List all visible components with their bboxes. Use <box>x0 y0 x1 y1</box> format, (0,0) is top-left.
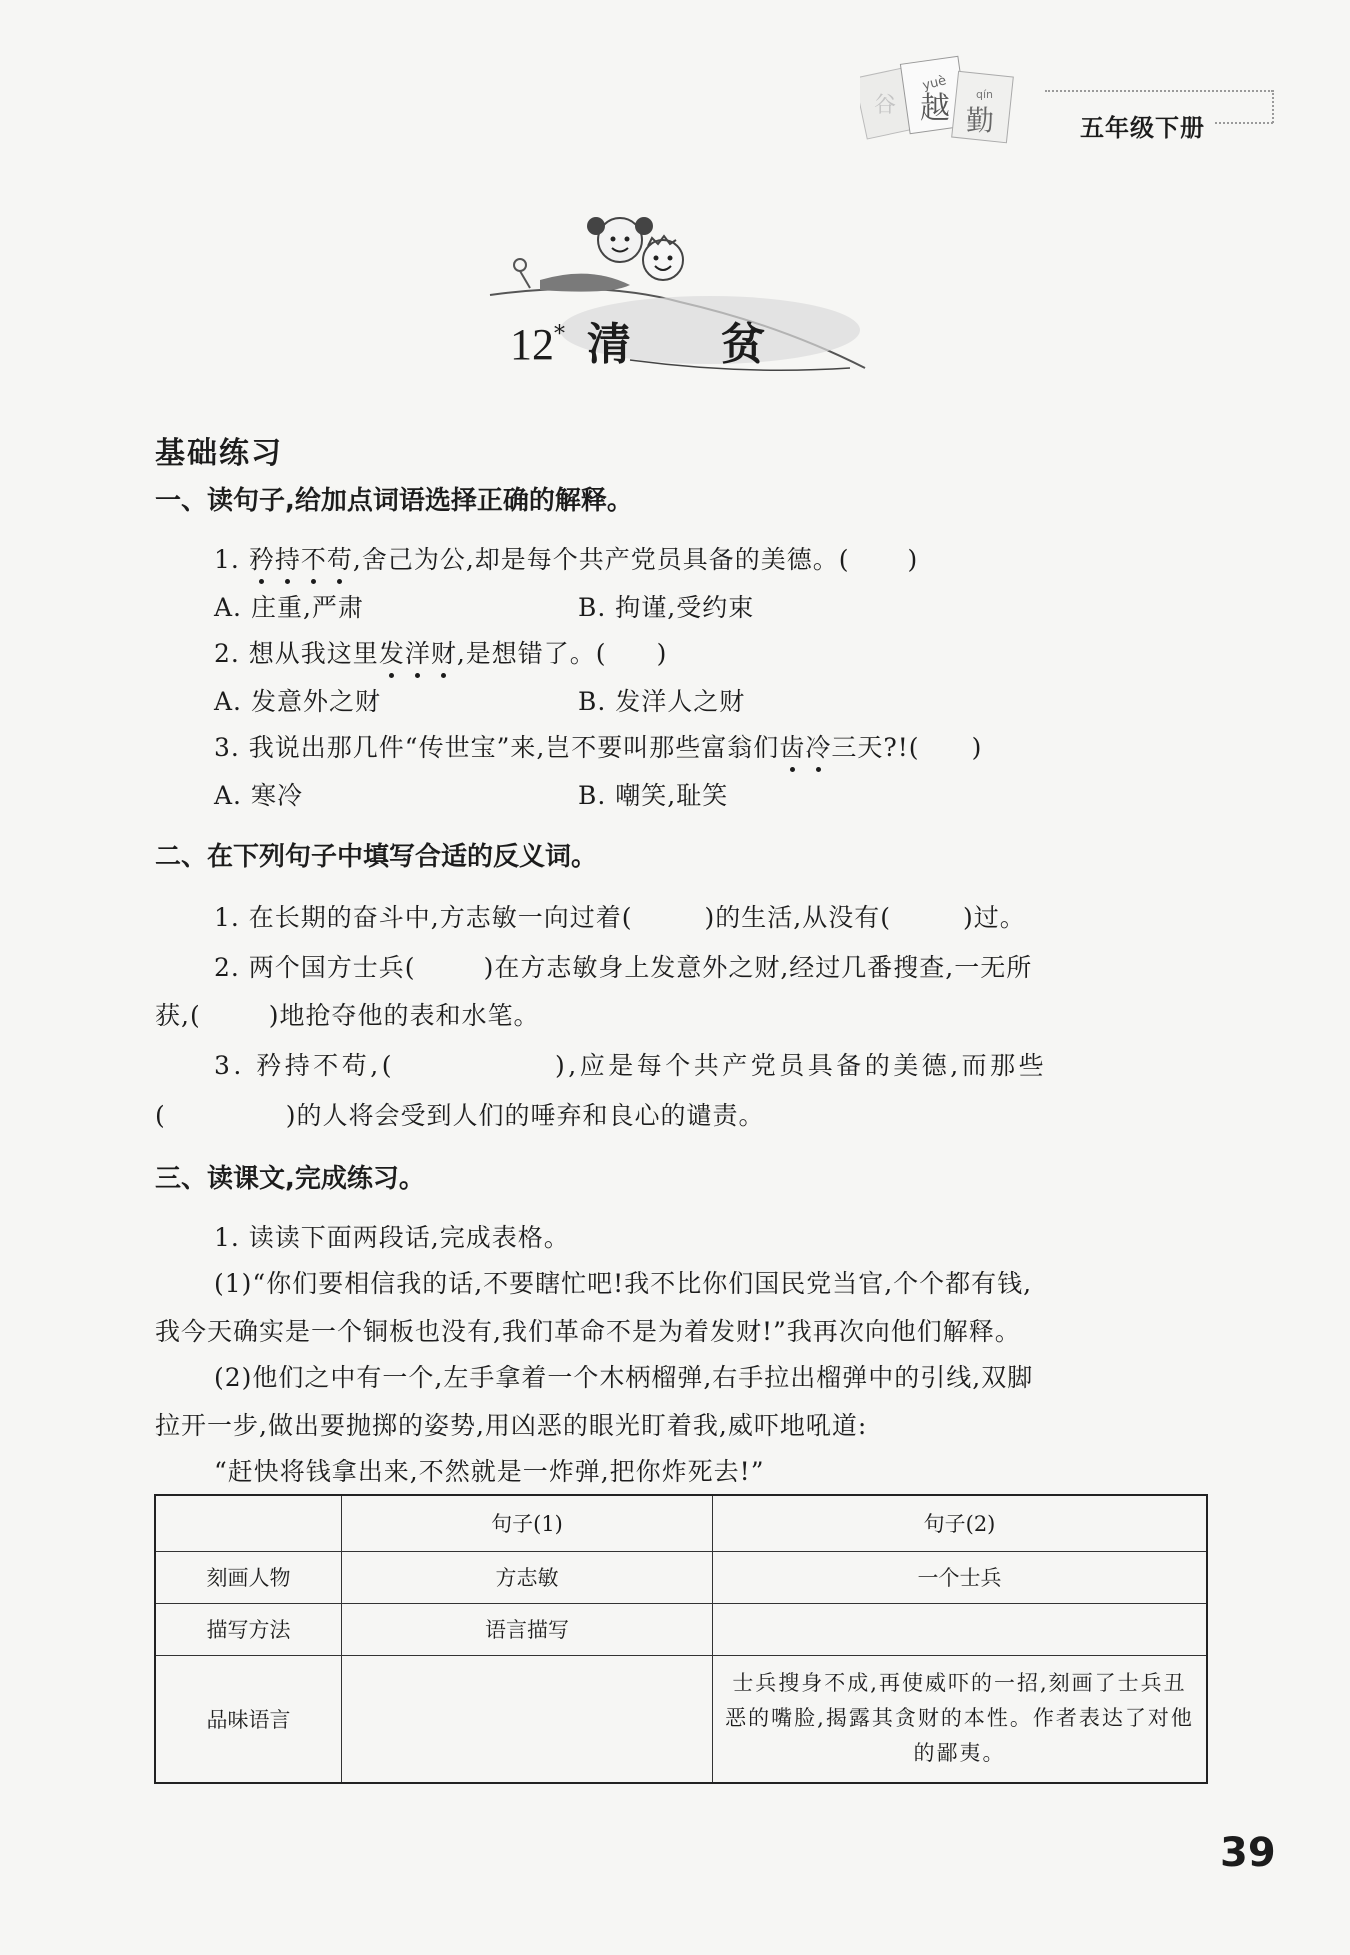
q2-sentence-2a <box>214 948 1032 984</box>
q3-passage-2c: “赶快将钱拿出来,不然就是一炸弹,把你炸死去!” <box>214 1457 765 1486</box>
table-header-col2: 句子(2) <box>713 1495 1208 1551</box>
table-row-label: 品味语言 <box>155 1655 342 1783</box>
q1-item-1 <box>214 540 918 576</box>
table-cell[interactable]: 方志敏 <box>342 1551 713 1603</box>
emphasis-char: 发 <box>379 634 405 670</box>
q2-s2-part-4: )地抢夺他的表和水笔。 <box>268 1001 540 1030</box>
q1-item-3 <box>214 728 982 764</box>
table-cell[interactable] <box>713 1603 1208 1655</box>
table-cell[interactable]: 士兵搜身不成,再使威吓的一招,刻画了士兵丑恶的嘴脸,揭露其贪财的本性。作者表达了对他的鄙夷。 <box>713 1655 1208 1783</box>
q3-intro: 1. 读读下面两段话,完成表格。 <box>214 1223 570 1252</box>
page-number: 39 <box>1220 1830 1276 1876</box>
grade-label: 五年级下册 <box>1080 114 1205 142</box>
table-cell[interactable] <box>342 1655 713 1783</box>
q1-item-1-dotted <box>249 545 353 574</box>
q2-sentence-3b <box>155 1096 765 1132</box>
header-char-3: 勤 <box>966 104 995 137</box>
q3-passage-1a: (1)“你们要相信我的话,不要瞎忙吧!我不比你们国民党当官,个个都有钱, <box>214 1269 1033 1298</box>
header-dotted-line <box>1215 122 1273 124</box>
q2-s2-part-3: 获,( <box>155 1001 201 1030</box>
lesson-name: 清贫 <box>587 319 855 370</box>
header-decoration <box>860 52 1030 172</box>
header-dotted-line <box>1045 90 1273 92</box>
q2-s3-part-1: 3. 矜持不苟,( <box>214 1051 395 1080</box>
q2-s2-part-2: )在方志敏身上发意外之财,经过几番搜查,一无所 <box>483 953 1033 982</box>
q1-item-3-text-2: 三天?!( <box>831 733 920 762</box>
q2-sentence-1 <box>214 898 1026 934</box>
q1-item-1-text: ,舍己为公,却是每个共产党员具备的美德。( <box>352 545 850 574</box>
q1-item-2-dotted <box>379 639 457 668</box>
table-cell[interactable]: 一个士兵 <box>713 1551 1208 1603</box>
q1-item-3-close: ) <box>971 733 983 762</box>
q3-passage-2b: 拉开一步,做出要抛掷的姿势,用凶恶的眼光盯着我,威吓地吼道: <box>155 1411 868 1440</box>
q1-item-1-number: 1. <box>214 545 249 574</box>
q2-s1-part-1: 1. 在长期的奋斗中,方志敏一向过着( <box>214 903 633 932</box>
q1-item-2-text: 2. 想从我这里 <box>214 639 379 668</box>
q2-sentence-3a <box>214 1046 1047 1082</box>
q1-item-3-option-a: A. 寒冷 <box>214 781 303 810</box>
q1-item-2-text-2: ,是想错了。( <box>456 639 607 668</box>
table-row <box>155 1655 1207 1783</box>
header-dotted-line <box>1272 90 1274 123</box>
emphasis-char: 不 <box>301 540 327 576</box>
table-row <box>155 1551 1207 1603</box>
table-header-col1: 句子(1) <box>342 1495 713 1551</box>
emphasis-char: 财 <box>431 634 457 670</box>
q2-s3-part-3: ( <box>155 1101 166 1130</box>
q1-item-2 <box>214 634 667 670</box>
emphasis-char: 苟 <box>327 540 353 576</box>
header-char-2: 越 <box>920 91 950 126</box>
q3-passage-1b: 我今天确实是一个铜板也没有,我们革命不是为着发财!”我再次向他们解释。 <box>155 1317 1021 1346</box>
lesson-title <box>510 308 855 372</box>
q1-item-1-close: ) <box>907 545 919 574</box>
q1-item-1-option-a: A. 庄重,严肃 <box>214 593 364 622</box>
table-row <box>155 1603 1207 1655</box>
emphasis-char: 冷 <box>805 728 831 764</box>
q1-item-3-dotted <box>779 733 831 762</box>
emphasis-char: 矜 <box>249 540 275 576</box>
table-cell[interactable]: 语言描写 <box>342 1603 713 1655</box>
q2-s1-part-2: )的生活,从没有( <box>704 903 891 932</box>
q3-passage-2a: (2)他们之中有一个,左手拿着一个木柄榴弹,右手拉出榴弹中的引线,双脚 <box>214 1363 1034 1392</box>
analysis-table <box>154 1494 1208 1784</box>
q2-heading: 二、在下列句子中填写合适的反义词。 <box>155 842 598 872</box>
q1-item-2-close: ) <box>656 639 668 668</box>
q1-item-3-text: 3. 我说出那几件“传世宝”来,岂不要叫那些富翁们 <box>214 733 780 762</box>
q1-item-2-option-b: B. 发洋人之财 <box>578 687 746 716</box>
header-pinyin-qin: qín <box>976 88 994 101</box>
table-row-label: 描写方法 <box>155 1603 342 1655</box>
header-char-1: 谷 <box>874 93 897 118</box>
q2-s3-part-4: )的人将会受到人们的唾弃和良心的谴责。 <box>285 1101 765 1130</box>
table-header-row <box>155 1495 1207 1551</box>
emphasis-char: 齿 <box>779 728 805 764</box>
lesson-star: * <box>554 322 565 347</box>
emphasis-char: 持 <box>275 540 301 576</box>
q2-s3-part-2: ),应是每个共产党员具备的美德,而那些 <box>555 1051 1048 1080</box>
lesson-number: 12 <box>510 320 554 369</box>
q1-item-3-option-b: B. 嘲笑,耻笑 <box>578 781 729 810</box>
header-pinyin-yue: yuè <box>921 73 948 94</box>
table-row-label: 刻画人物 <box>155 1551 342 1603</box>
q2-s2-part-1: 2. 两个国方士兵( <box>214 953 416 982</box>
q1-heading: 一、读句子,给加点词语选择正确的解释。 <box>155 486 633 516</box>
emphasis-char: 洋 <box>405 634 431 670</box>
q3-heading: 三、读课文,完成练习。 <box>155 1164 425 1194</box>
q2-sentence-2b <box>155 996 539 1032</box>
q1-item-2-option-a: A. 发意外之财 <box>214 687 381 716</box>
section-title: 基础练习 <box>155 436 283 471</box>
q2-s1-part-3: )过。 <box>962 903 1026 932</box>
q1-item-1-option-b: B. 拘谨,受约束 <box>578 593 755 622</box>
table-corner-cell <box>155 1495 342 1551</box>
